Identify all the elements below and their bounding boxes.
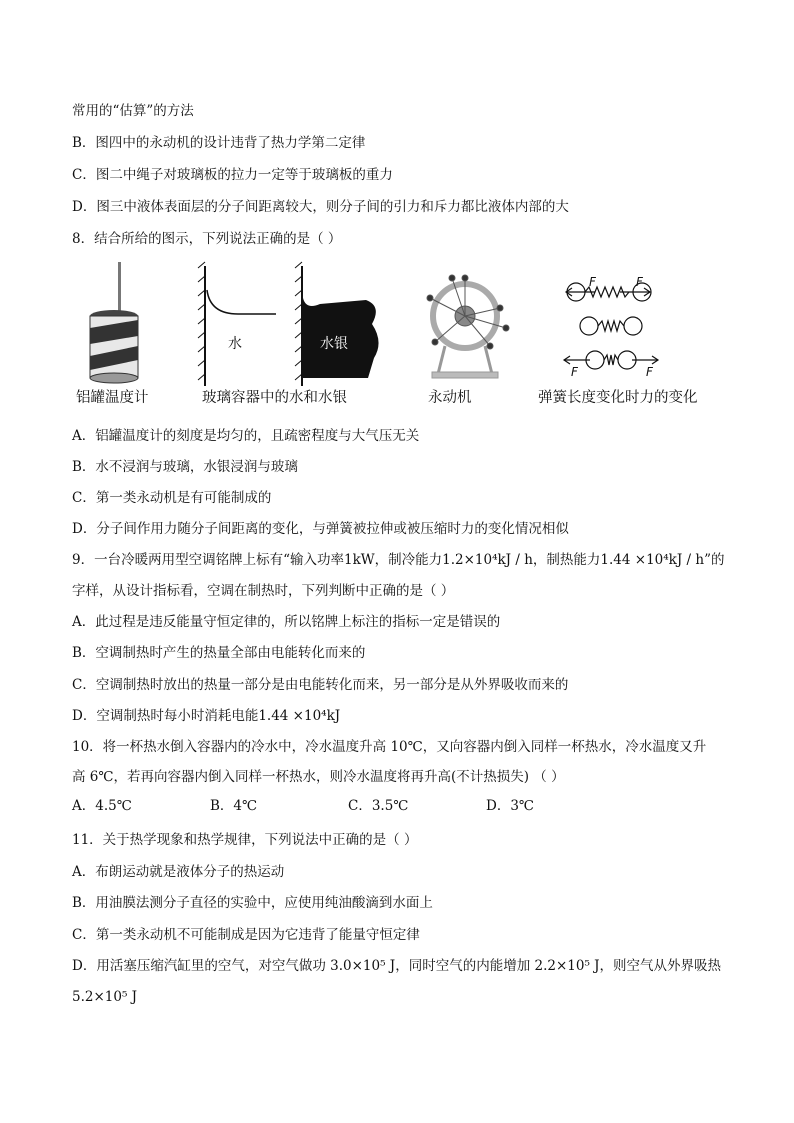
question-11-stem: 11．关于热学现象和热学规律，下列说法中正确的是（ ） xyxy=(72,832,418,848)
water-label: 水 xyxy=(228,336,242,352)
option-c-line: C．图二中绳子对玻璃板的拉力一定等于玻璃板的重力 xyxy=(72,167,393,183)
q8-option-a: A．铝罐温度计的刻度是均匀的，且疏密程度与大气压无关 xyxy=(72,428,420,444)
q10-option-a: A．4.5℃ xyxy=(72,798,132,814)
q8-option-b: B．水不浸润与玻璃，水银浸润与玻璃 xyxy=(72,459,298,475)
force-label-bottom-left: F xyxy=(571,365,578,379)
spring-force-figure xyxy=(564,275,658,379)
glass-water-figure xyxy=(198,262,276,386)
caption-perpetual-motion: 永动机 xyxy=(428,390,472,406)
question-10-stem-1: 10．将一杯热水倒入容器内的冷水中，冷水温度升高 10℃，又向容器内倒入同样一杯热水，冷水温度又升 xyxy=(72,739,707,755)
mercury-label: 水银 xyxy=(320,336,348,352)
option-b-line: B．图四中的永动机的设计违背了热力学第二定律 xyxy=(72,135,366,151)
perpetual-motion-machine-figure xyxy=(427,275,509,378)
option-d-line: D．图三中液体表面层的分子间距离较大，则分子间的引力和斥力都比液体内部的大 xyxy=(72,199,569,215)
force-label-bottom-right: F xyxy=(646,365,653,379)
q8-option-d: D．分子间作用力随分子间距离的变化，与弹簧被拉伸或被压缩时力的变化情况相似 xyxy=(72,521,569,537)
force-label-top-right: F xyxy=(636,275,643,289)
q11-option-d-continued: 5.2×10⁵ J xyxy=(72,989,138,1005)
q9-option-d: D．空调制热时每小时消耗电能1.44 ×10⁴kJ xyxy=(72,708,341,724)
q10-options xyxy=(72,796,722,816)
q9-option-c: C．空调制热时放出的热量一部分是由电能转化而来，另一部分是从外界吸收而来的 xyxy=(72,677,569,693)
caption-aluminum-can-thermometer: 铝罐温度计 xyxy=(76,390,149,406)
question-9-stem-2: 字样，从设计指标看，空调在制热时，下列判断中正确的是（ ） xyxy=(72,583,455,599)
q11-option-d: D．用活塞压缩汽缸里的空气，对空气做功 3.0×10⁵ J，同时空气的内能增加 2.2×10⁵ J，则空气从外界吸热 xyxy=(72,958,722,974)
q9-option-b: B．空调制热时产生的热量全部由电能转化而来的 xyxy=(72,645,366,661)
q8-option-c: C．第一类永动机是有可能制成的 xyxy=(72,490,272,506)
question-9-stem-1: 9．一台冷暖两用型空调铭牌上标有“输入功率1kW，制冷能力1.2×10⁴kJ / h，制热能力1.44 ×10⁴kJ / h”的 xyxy=(72,552,725,568)
q9-option-a: A．此过程是违反能量守恒定律的，所以铭牌上标注的指标一定是错误的 xyxy=(72,614,501,630)
q10-option-d: D．3℃ xyxy=(486,798,535,814)
text-line-1: 常用的“估算”的方法 xyxy=(72,103,194,119)
question-8-stem: 8．结合所给的图示，下列说法正确的是（ ） xyxy=(72,231,342,247)
glass-mercury-figure xyxy=(295,262,379,386)
caption-spring-force: 弹簧长度变化时力的变化 xyxy=(538,390,698,406)
force-label-top-left: F xyxy=(589,275,596,289)
question-8-figures xyxy=(70,258,720,418)
caption-water-mercury: 玻璃容器中的水和水银 xyxy=(202,390,347,406)
q10-option-b: B．4℃ xyxy=(210,798,258,814)
q11-option-b: B．用油膜法测分子直径的实验中，应使用纯油酸滴到水面上 xyxy=(72,895,433,911)
aluminum-can-thermometer-figure xyxy=(90,262,138,383)
q11-option-c: C．第一类永动机不可能制成是因为它违背了能量守恒定律 xyxy=(72,927,420,943)
question-10-stem-2: 高 6℃，若再向容器内倒入同样一杯热水，则冷水温度将再升高(不计热损失) （ ） xyxy=(72,769,565,785)
q10-option-c: C．3.5℃ xyxy=(348,798,409,814)
q11-option-a: A．布朗运动就是液体分子的热运动 xyxy=(72,864,285,880)
